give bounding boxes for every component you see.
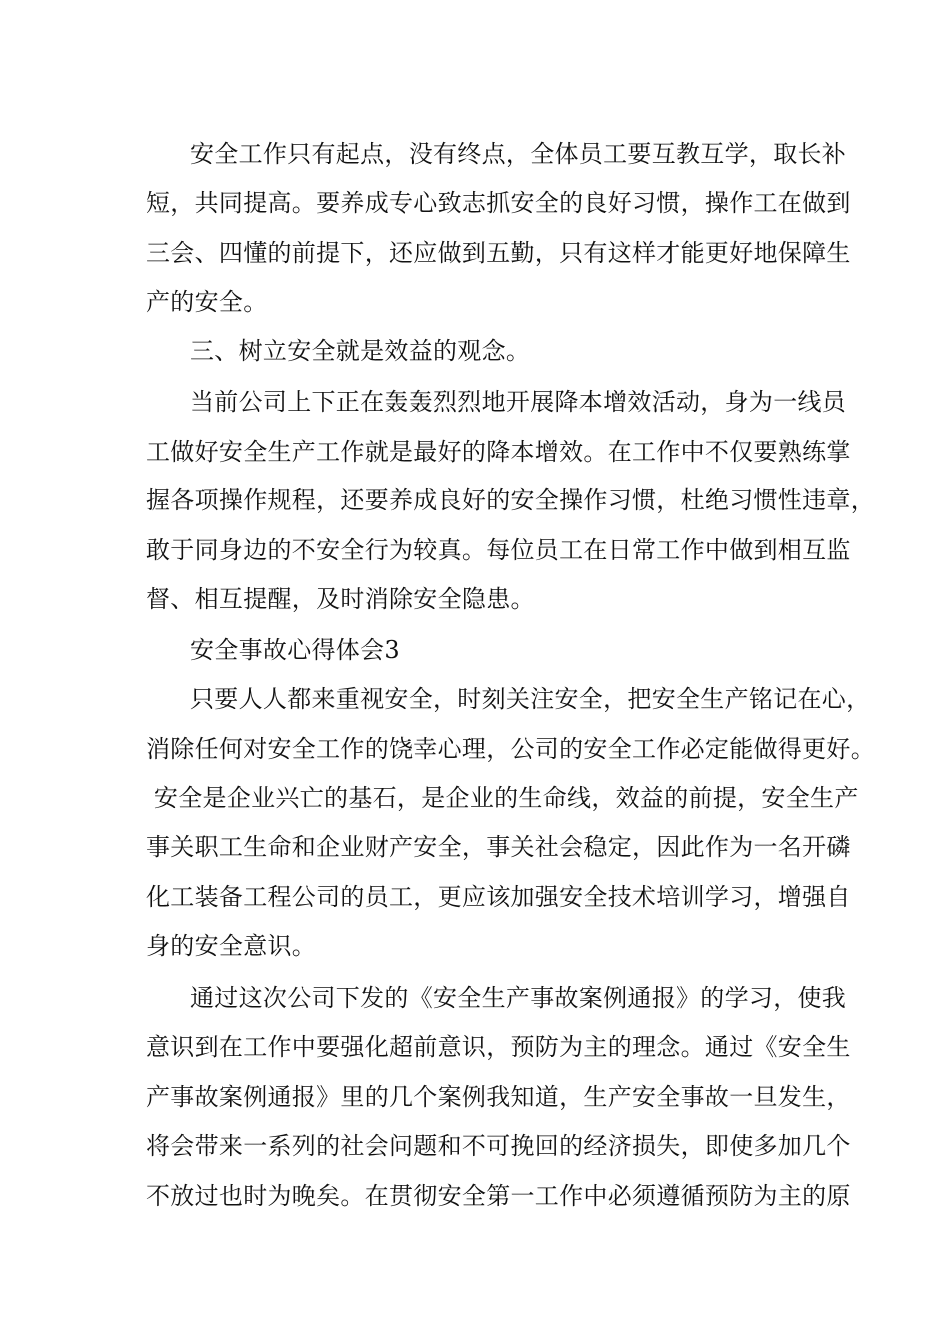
text-line: 消除任何对安全工作的饶幸心理，公司的安全工作必定能做得更好。 (146, 735, 875, 763)
text-line: 不放过也时为晚矣。在贯彻安全第一工作中必须遵循预防为主的原 (146, 1182, 851, 1210)
text-line: 产的安全。 (146, 288, 268, 316)
text-line: 将会带来一系列的社会问题和不可挽回的经济损失，即使多加几个 (146, 1132, 851, 1160)
text-line: 安全是企业兴亡的基石，是企业的生命线，效益的前提，安全生产 (146, 784, 859, 812)
text-line: 产事故案例通报》里的几个案例我知道，生产安全事故一旦发生， (146, 1083, 851, 1111)
text-line: 敢于同身边的不安全行为较真。每位员工在日常工作中做到相互监 (146, 536, 851, 564)
text-line: 短，共同提高。要养成专心致志抓安全的良好习惯，操作工在做到 (146, 189, 851, 217)
text-line: 只要人人都来重视安全，时刻关注安全，把安全生产铭记在心， (190, 685, 871, 713)
text-line: 当前公司上下正在轰轰烈烈地开展降本增效活动，身为一线员 (190, 388, 847, 416)
text-line: 通过这次公司下发的《安全生产事故案例通报》的学习，使我 (190, 984, 847, 1012)
text-line: 化工装备工程公司的员工，更应该加强安全技术培训学习，增强自 (146, 883, 851, 911)
text-line: 安全工作只有起点，没有终点，全体员工要互教互学，取长补 (190, 140, 847, 168)
text-line: 握各项操作规程，还要养成良好的安全操作习惯，杜绝习惯性违章， (146, 486, 875, 514)
text-line: 督、相互提醒，及时消除安全隐患。 (146, 585, 535, 613)
text-line: 工做好安全生产工作就是最好的降本增效。在工作中不仅要熟练掌 (146, 438, 851, 466)
text-line: 意识到在工作中要强化超前意识，预防为主的理念。通过《安全生 (146, 1033, 851, 1061)
text-line: 事关职工生命和企业财产安全，事关社会稳定，因此作为一名开磷 (146, 833, 851, 861)
text-line: 身的安全意识。 (146, 932, 317, 960)
section-heading: 三、树立安全就是效益的观念。 (190, 337, 531, 365)
article-title: 安全事故心得体会3 (190, 636, 400, 664)
text-line: 三会、四懂的前提下，还应做到五勤，只有这样才能更好地保障生 (146, 239, 851, 267)
